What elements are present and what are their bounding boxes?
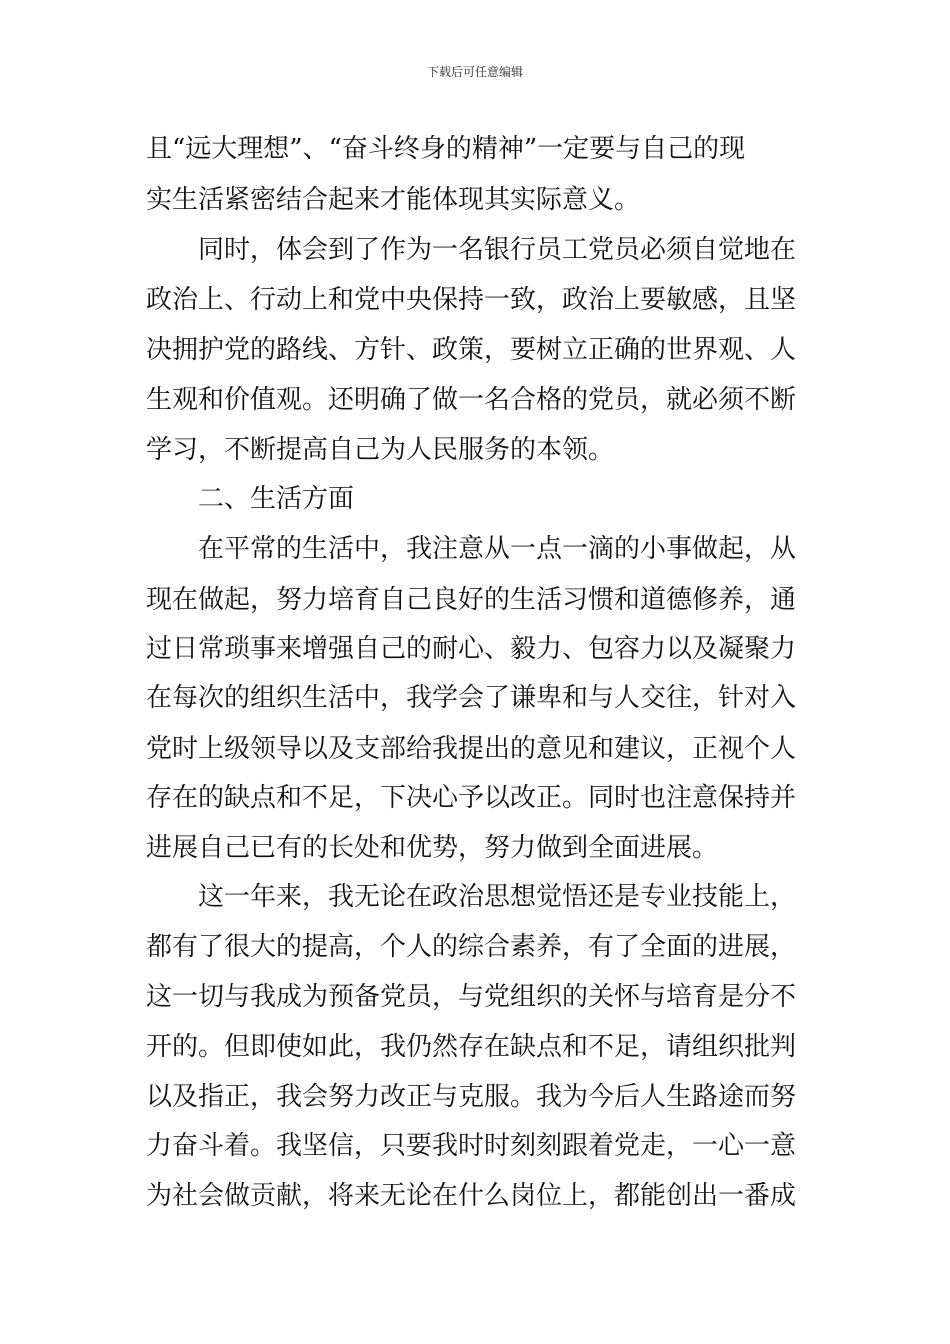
text-line: 都有了很大的提高，个人的综合素养，有了全面的进展， [146,932,797,962]
paragraph-start-line: 这一年来，我无论在政治思想觉悟还是专业技能上， [198,882,797,912]
text-line: 这一切与我成为预备党员，与党组织的关怀与培育是分不 [146,982,797,1012]
text-line: 实生活紧密结合起来才能体现其实际意义。 [146,185,641,215]
text-line: 政治上、行动上和党中央保持一致，政治上要敏感，且坚 [146,285,797,315]
text-line: 在每次的组织生活中，我学会了谦卑和与人交往，针对入 [146,683,797,713]
section-heading: 二、生活方面 [198,484,355,514]
text-line: 过日常琐事来增强自己的耐心、毅力、包容力以及凝聚力 [146,634,797,664]
paragraph-start-line: 同时，体会到了作为一名银行员工党员必须自觉地在 [198,235,797,265]
text-line: 进展自己已有的长处和优势，努力做到全面进展。 [146,833,719,863]
page-header-note: 下载后可任意编辑 [426,65,523,79]
text-line: 现在做起，努力培育自己良好的生活习惯和道德修养，通 [146,585,797,615]
text-line: 学习，不断提高自己为人民服务的本领。 [146,435,615,465]
text-line: 存在的缺点和不足，下决心予以改正。同时也注意保持并 [146,783,797,813]
paragraph-start-line: 在平常的生活中，我注意从一点一滴的小事做起，从 [198,534,797,564]
text-line: 开的。但即使如此，我仍然存在缺点和不足，请组织批判 [146,1032,797,1062]
text-line: 党时上级领导以及支部给我提出的意见和建议，正视个人 [146,734,797,764]
text-line: 以及指正，我会努力改正与克服。我为今后人生路途而努 [146,1082,797,1112]
text-line: 且“远大理想”、“奋斗终身的精神”一定要与自己的现 [146,134,746,164]
text-line: 为社会做贡献，将来无论在什么岗位上，都能创出一番成 [146,1181,797,1211]
text-line: 力奋斗着。我坚信，只要我时时刻刻跟着党走，一心一意 [146,1131,797,1161]
text-line: 决拥护党的路线、方针、政策，要树立正确的世界观、人 [146,335,797,365]
text-line: 生观和价值观。还明确了做一名合格的党员，就必须不断 [146,385,797,415]
